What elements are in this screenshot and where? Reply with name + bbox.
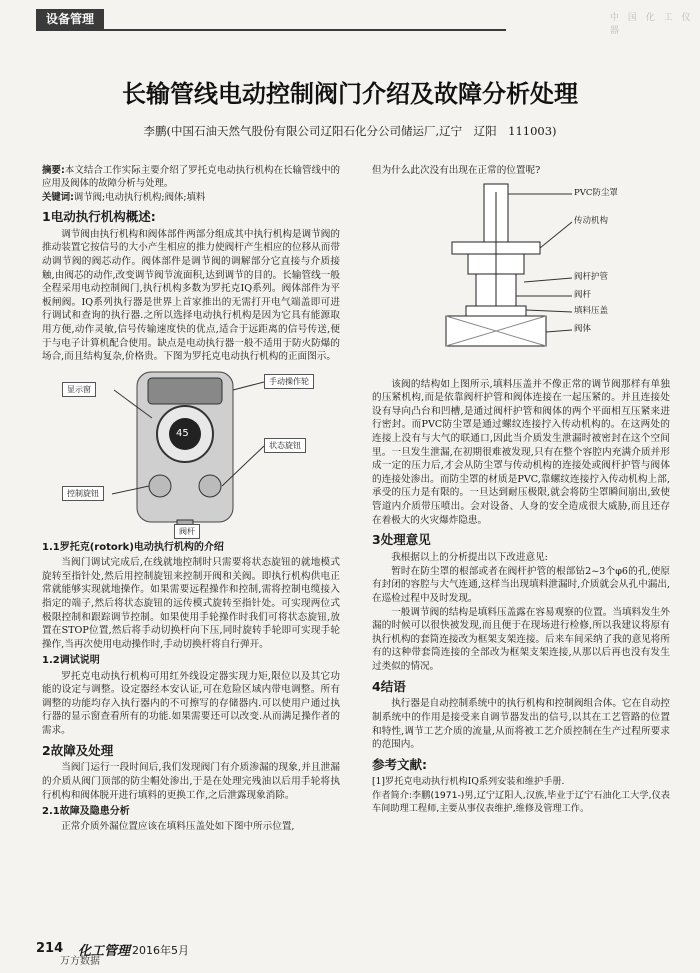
magazine-name: 化工管理: [78, 944, 131, 959]
section-3-title: 3处理意见: [372, 532, 431, 548]
section-tag: 设备管理: [36, 9, 104, 29]
actuator-figure: [42, 368, 340, 538]
valve-structure-figure: [372, 182, 670, 372]
actuator-screen-value: 45: [176, 427, 189, 439]
section-3-paragraph-3: 一般调节阀的结构是填料压盖露在容易观察的位置。当填料发生外漏的时候可以很快被发现,而且便于在现场进行检修,所以我建议将原有执行机构的套筒连接改为框架支架连接。后来车间采纳了我的意见将所有的这种带套筒连接的全部改为框架支架连接,从那以后再也没有发生过类似的情况。: [372, 606, 670, 672]
section-4-paragraph: 执行器是自动控制系统中的执行机构和控制阀组合体。它在自动控制系统中的作用是接受来自调节器发出的信号,以其在工艺管路的位置和特性,调节工艺介质的流量,从而将被工艺介质控制在生产过程所要求的范围内。: [372, 698, 670, 751]
section-2-1-paragraph: 正常介质外漏位置应该在填料压盖处如下图中所示位置,: [61, 821, 295, 833]
reference-1: [1]罗托克电动执行机构IQ系列安装和维护手册.: [372, 776, 565, 788]
right-column: [372, 164, 670, 815]
keywords-text: 调节阀;电动执行机构;阀体;填料: [73, 191, 206, 203]
structure-paragraph: 该阀的结构如上图所示,填料压盖并不像正常的调节阀那样有单独的压紧机构,而是依靠阀杆护管和阀体连接在一起压紧的。并且连接处设有导向凸台和凹槽,是通过阀杆护管和阀体的两个平面相互压紧来进行密封。而PVC防尘罩是通过螺纹连接拧入传动机构的。在这两处的连接上没有与大气的联通口,因此当介质发生泄漏时被密封在这个空间里。一旦发生泄漏,在初期很难被发现,只有在整个容腔内充满介质并形成一定的压力后,才会从防尘罩与传动机构的连接处或阀杆护管与阀体的连接处渗出。而防尘罩的材质是PVC,靠螺纹连接拧入传动机构上部,承受的压力是有限的。一旦达到耐压极限,就会将防尘罩瞬间崩出,致使管道内介质带压喷出。会对设备、人身的安全造成很大威胁,而且还存在着极大的火灾爆炸隐患。: [372, 378, 670, 526]
section-4-title: 4结语: [372, 678, 406, 694]
label-valve-rod: 阀杆: [174, 524, 200, 539]
abstract: [42, 164, 340, 191]
label-display-window: 显示窗: [62, 382, 96, 397]
label-handwheel: 手动操作轮: [264, 374, 314, 389]
label-status-knob: 状态旋钮: [264, 438, 306, 453]
article-title: 长输管线电动控制阀门介绍及故障分析处理: [122, 80, 578, 108]
label-pvc-cover: PVC防尘罩: [574, 187, 618, 198]
issue-date: 2016年5月: [132, 944, 189, 957]
section-header: [0, 0, 700, 36]
abstract-label: 摘要:: [42, 165, 65, 176]
section-3-intro: 我根据以上的分析提出以下改进意见:: [391, 552, 548, 564]
page-footer: [36, 938, 676, 967]
label-valve-body: 阀体: [574, 323, 592, 334]
left-column: [42, 164, 340, 834]
label-valve-stem: 阀杆: [574, 289, 592, 300]
label-stem-guard: 阀杆护管: [574, 271, 609, 282]
section-2-paragraph: 当阀门运行一段时间后,我们发现阀门有介质渗漏的现象,并且泄漏的介质从阀门顶部的防尘帽处渗出,于是在处理完残油以后用手轮将执行机构和阀体脱开进行填料的更换工作,之后泄露现象消除。: [42, 762, 340, 801]
section-1-2-paragraph: 罗托克电动执行机构可用红外线设定器实现力矩,限位以及其它功能的设定与调整。设定器经本安认证,可在危险区域内带电调整。所有调整的功能均存入执行器内的不可擦写的存储器内.可以使用户通过执行器的显示窗查看所有的功能.如果需要还可以改变.从而满足操作者的需求。: [42, 670, 340, 736]
section-1-paragraph: 调节阀由执行机构和阀体部件两部分组成其中执行机构是调节阀的推动装置它按信号的大小产生相应的推力使阀杆产生相应的位移从而带动调节阀的阀芯动作。阀体部件是调节阀的调解部分它直接与介质接触,由阀芯的动作,改变调节阀节流面积,达到调节的目的。长输管线一般全程采用电动控制阀门,执行机构多数为罗托克IQ系列。阀体部件为平板闸阀。IQ系列执行器是世界上首家推出的无需打开电气端盖即可进行调试和查询的执行器.之所以选择电动执行机构是因为它具有能源取用方便,动作灵敏,信号传输速度快的优点,适合于远距离的信号传送,便于与电子计算机配合使用。缺点是电动执行器一般不适用于防火防爆的场合,而且结构复杂,价格贵。下图为罗托克电动执行机构的正面图示。: [42, 228, 340, 363]
section-2-1-title: 2.1故障及隐患分析: [42, 806, 130, 818]
right-intro: 但为什么此次没有出现在正常的位置呢?: [372, 165, 541, 176]
header-decoration: 中 国 化 工 仪 器: [610, 13, 694, 36]
abstract-text: 本文结合工作实际主要介绍了罗托克电动执行机构在长输管线中的应用及阀体的故障分析与处理。: [42, 165, 340, 190]
page-number: 214: [36, 941, 64, 956]
valve-structure-diagram: [372, 182, 670, 372]
label-packing-gland: 填料压盖: [574, 305, 609, 316]
label-drive-mechanism: 传动机构: [574, 215, 609, 226]
author-line: 李鹏(中国石油天然气股份有限公司辽阳石化分公司储运厂,辽宁 辽阳 111003): [143, 124, 557, 138]
section-2-title: 2故障及处理: [42, 742, 114, 758]
references-title: 参考文献:: [372, 756, 427, 772]
keywords: [42, 191, 340, 204]
keywords-label: 关键词:: [42, 191, 74, 203]
header-rule: [36, 29, 506, 31]
section-1-1-title: 1.1罗托克(rotork)电动执行机构的介绍: [42, 541, 224, 553]
label-control-knob: 控制旋钮: [62, 486, 104, 501]
section-3-paragraph-2: 暂时在防尘罩的根部或者在阀杆护管的根部钻2~3个φ6的孔,使原有封闭的容腔与大气连通,这样当出现填料泄漏时,介质就会从孔中漏出,在巡检过程中及时发现。: [372, 565, 670, 604]
section-1-2-title: 1.2调试说明: [42, 655, 100, 667]
section-1-1-paragraph: 当阀门调试完成后,在线就地控制时只需要将状态旋钮的就地模式旋转至指针处,然后用控制旋钮来控制开阀和关阀。即执行机构供电正常就能够实现就地操作。如果需要远程操作和控制,需将控制电缆接入指定的端子,然后将状态旋钮的远传模式旋转至指针处。可实现两位式极限控制和跟踪调节控制。如果使用手轮操作时我们可将状态旋钮,放置在STOP位置,然后将手动切换杆向下压,同时旋转手轮即可实现手轮操作,当再次使用电动操作时,手动切换杆将自行弹开。: [42, 557, 340, 650]
section-1-title: 1电动执行机构概述:: [42, 209, 156, 225]
author-bio: 作者简介:李鹏(1971-)男,辽宁辽阳人,汉族,毕业于辽宁石油化工大学,仪表车间助理工程师,主要从事仪表维护,维修及管理工作。: [372, 789, 670, 814]
watermark: 万方数据: [60, 956, 100, 967]
